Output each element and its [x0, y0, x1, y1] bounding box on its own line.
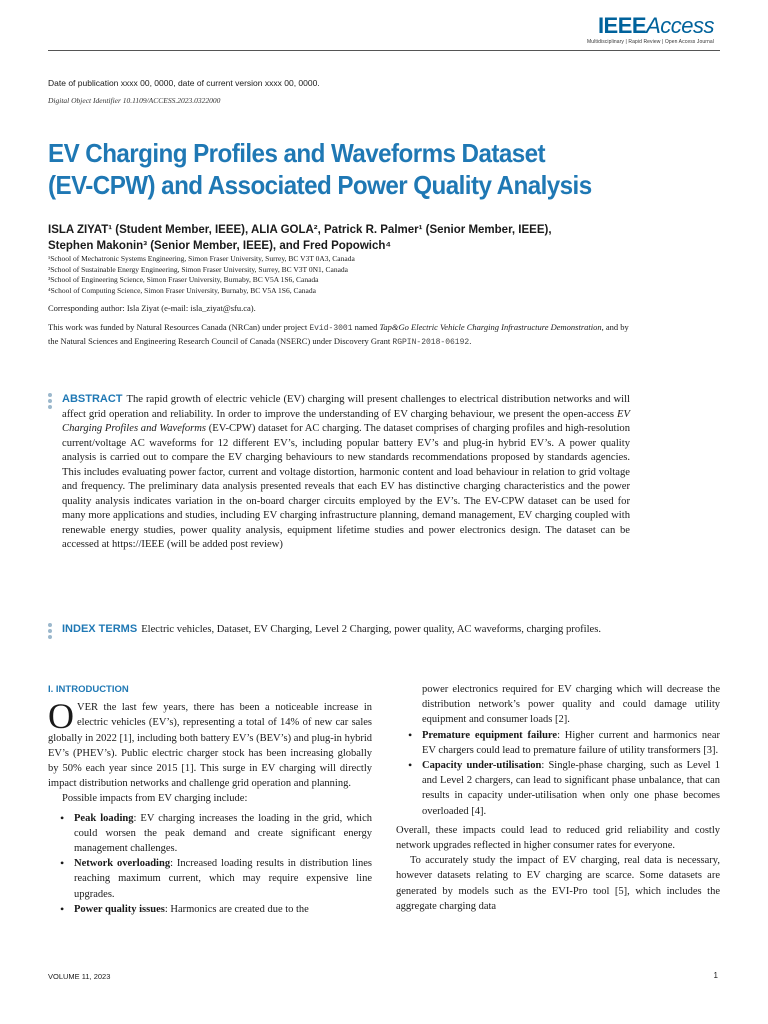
abstract-label: ABSTRACT	[62, 393, 123, 405]
list-item: • Premature equipment failure: Higher current and harmonics near EV chargers could lead to premature failure of utility transformers [3].	[422, 728, 720, 758]
page-number: 1	[713, 971, 718, 980]
abstract: ABSTRACT The rapid growth of electric vehicle (EV) charging will present challenges to electrical distribution networks and will affect grid operation and reliability. In order to improve the understanding of EV charging behaviour, we present the open-access EV Charging Profiles and Waveforms (EV-CPW) dataset for AC charging. The dataset comprises of charging profiles and high-resolution current/voltage AC waveforms for 12 different EV’s, including popular battery EV’s and plug-in hybrid EV’s. A power quality analysis is carried out to compare the EV charging behaviours to new standards recommendations proposed by standards agencies. This includes evaluating power factor, current and voltage distortion, harmonic content and load behaviour in relation to grid voltage and frequency. The preliminary data analysis presented reveals that each EV has distinctive charging characteristics and the power quality analysis indicates variation in the on-board charger circuits employed by the EV’s. The EV-CPW dataset can be used for many more applications and studies, including EV charging infrastructure planning, demand management, EV charging coupled with renewable energy studies, power quality analysis, equipment lifetime studies and power electronics design. The dataset can be accessed at https://IEEE (will be added post review)	[62, 393, 630, 551]
index-terms-marker-icon	[48, 623, 52, 641]
authors-line-2: Stephen Makonin³ (Senior Member, IEEE), and Fred Popowich⁴	[48, 240, 392, 252]
left-column	[48, 682, 372, 917]
author-list	[48, 222, 688, 254]
affiliation-4: ⁴School of Computing Science, Simon Fraser University, Burnaby, BC V5A 1S6, Canada	[48, 285, 316, 295]
dataset-name: EV Charging Profiles and Waveforms	[62, 408, 630, 435]
right-column	[396, 682, 720, 914]
list-item: • Peak loading: EV charging increases the loading in the grid, which could worsen the peak demand and create significant energy management challenges.	[74, 811, 372, 857]
volume-footer: VOLUME 11, 2023	[48, 972, 111, 981]
grant-code: RGPIN-2018-06192	[392, 338, 470, 347]
impact-list	[48, 811, 372, 917]
project-code: Evid-3001	[309, 324, 353, 333]
index-terms: INDEX TERMS Electric vehicles, Dataset, EV Charging, Level 2 Charging, power quality, AC waveforms, charging profiles.	[62, 623, 602, 635]
affiliation-3: ³School of Engineering Science, Simon Fraser University, Burnaby, BC V5A 1S6, Canada	[48, 275, 319, 284]
journal-logo	[587, 14, 714, 45]
logo-tagline: Multidisciplinary | Rapid Review | Open Access Journal	[587, 39, 714, 45]
doi: Digital Object Identifier 10.1109/ACCESS.2023.0322000	[48, 96, 221, 105]
section-heading: I. INTRODUCTION	[48, 684, 129, 695]
authors-line-1: ISLA ZIYAT¹ (Student Member, IEEE), ALIA GOLA², Patrick R. Palmer¹ (Senior Member, IEEE),	[48, 224, 552, 236]
paper-title	[48, 137, 643, 201]
affiliation-1: ¹School of Mechatronic Systems Engineering, Simon Fraser University, Surrey, BC V3T 0A3, Canada	[48, 254, 355, 263]
abstract-marker-icon	[48, 393, 52, 411]
corresponding-author: Corresponding author: Isla Ziyat (e-mail: isla_ziyat@sfu.ca).	[48, 303, 256, 313]
list-item: • Power quality issues: Harmonics are created due to the	[74, 902, 372, 917]
affiliation-2: ²School of Sustainable Energy Engineering, Simon Fraser University, Surrey, BC V3T 0N1, Canada	[48, 264, 348, 274]
logo-wordmark: IEEEAccess	[597, 13, 714, 38]
title-line-1: EV Charging Profiles and Waveforms Dataset	[48, 138, 546, 168]
publication-date: Date of publication xxxx 00, 0000, date of current version xxxx 00, 0000.	[48, 78, 320, 88]
intro-paragraph-2: Possible impacts from EV charging include:	[62, 793, 248, 805]
project-name: Tap&Go Electric Vehicle Charging Infrastructure Demonstration	[379, 322, 602, 332]
list-item-continuation: power electronics required for EV charging which will decrease the distribution network’s power quality and could damage utility equipment and consumer loads [2].	[422, 684, 720, 726]
list-item: • Capacity under-utilisation: Single-phase charging, such as Level 1 and Level 2 chargers, can lead to significant phase unbalance, that can results in capacity under-utilisation when only one phase becomes overloaded [4].	[422, 758, 720, 819]
intro-paragraph-3: Overall, these impacts could lead to reduced grid reliability and costly network upgrades reflected in higher consumer rates for everyone.	[396, 824, 720, 852]
intro-paragraph-4: To accurately study the impact of EV charging, real data is necessary, however datasets relating to EV charging are scarce. Some datasets are generated by models such as the EVI-Pro tool [5], which includes the aggregate charging data	[396, 855, 720, 912]
funding-statement: This work was funded by Natural Resources Canada (NRCan) under project Evid-3001 named Tap&Go Electric Vehicle Charging Infrastructure Demonstration, and by the Natural Sciences and Engineering Research Council of Canada (NSERC) under Discovery Grant RGPIN-2018-06192.	[48, 322, 629, 347]
affiliations	[48, 254, 355, 296]
intro-paragraph-1: OVER the last few years, there has been a noticeable increase in electric vehicles (EV’s), representing a total of 14% of new car sales globally in 2022 [1], including both battery EV’s (BEV’s) and plug-in hybrid EV’s (PHEV’s). Public electric charger stock has been increasing globally by 50% each year since 2015 [1]. This surge in EV charging will directly impact distribution networks and challenge grid operation and planning.	[48, 696, 372, 790]
header-divider	[48, 50, 720, 51]
title-line-2: (EV-CPW) and Associated Power Quality Analysis	[48, 170, 592, 200]
impact-list-continued	[396, 728, 720, 819]
index-terms-label: INDEX TERMS	[62, 623, 138, 635]
list-item: • Network overloading: Increased loading results in distribution lines reaching maximum current, which may require expensive line upgrades.	[74, 856, 372, 902]
drop-cap: O	[48, 696, 74, 737]
